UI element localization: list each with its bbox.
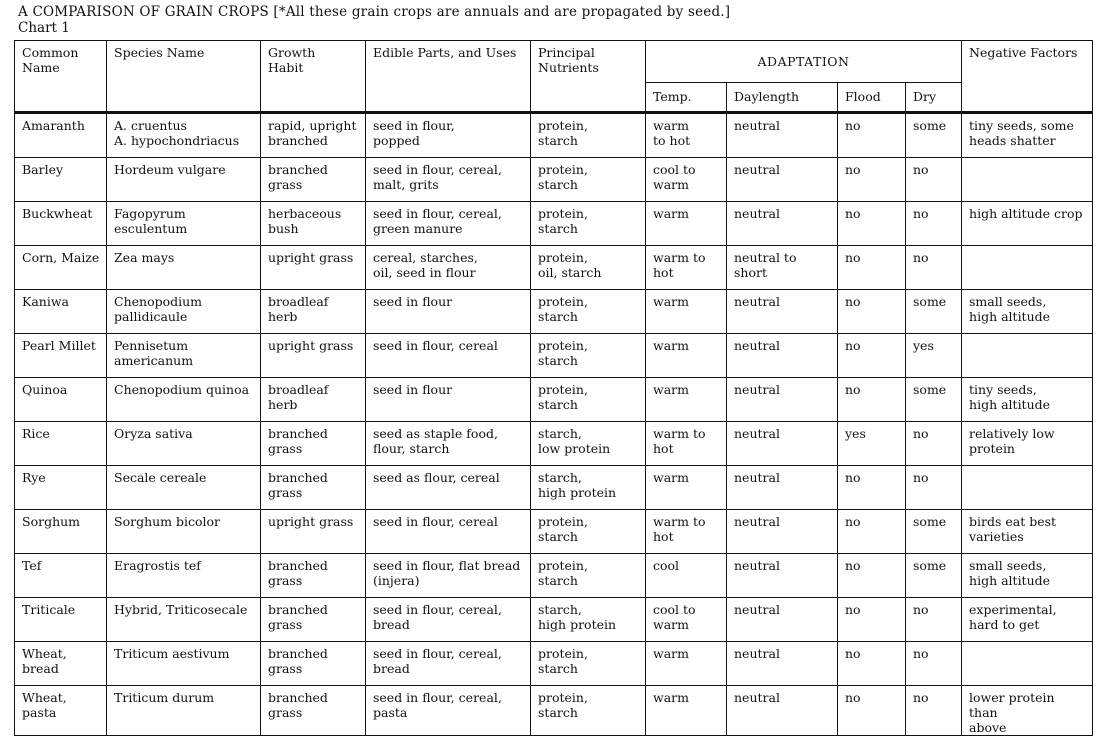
cell-edible-parts: seed as staple food, flour, starch	[366, 422, 531, 466]
cell-negative-factors: small seeds, high altitude	[962, 554, 1093, 598]
cell-temp: warm	[646, 466, 727, 510]
cell-dry: no	[906, 246, 962, 290]
cell-temp: warm	[646, 334, 727, 378]
cell-daylength: neutral	[727, 202, 838, 246]
cell-temp: cool to warm	[646, 598, 727, 642]
cell-edible-parts: seed in flour, flat bread (injera)	[366, 554, 531, 598]
table-row	[15, 422, 1093, 466]
cell-dry: no	[906, 422, 962, 466]
cell-flood: no	[838, 113, 906, 158]
cell-species-name: Fagopyrum esculentum	[107, 202, 261, 246]
cell-negative-factors: small seeds, high altitude	[962, 290, 1093, 334]
cell-temp: warm	[646, 642, 727, 686]
cell-principal-nutrients: protein, starch	[531, 642, 646, 686]
cell-dry: no	[906, 466, 962, 510]
cell-common-name: Corn, Maize	[15, 246, 107, 290]
cell-principal-nutrients: protein, oil, starch	[531, 246, 646, 290]
cell-flood: no	[838, 158, 906, 202]
cell-growth-habit: branched grass	[261, 686, 366, 736]
header-principal-nutrients: Principal Nutrients	[531, 41, 646, 113]
cell-flood: no	[838, 598, 906, 642]
cell-temp: warm	[646, 686, 727, 736]
table-row	[15, 378, 1093, 422]
cell-growth-habit: branched grass	[261, 466, 366, 510]
cell-common-name: Pearl Millet	[15, 334, 107, 378]
cell-edible-parts: seed in flour, cereal, malt, grits	[366, 158, 531, 202]
cell-flood: no	[838, 290, 906, 334]
header-edible-parts: Edible Parts, and Uses	[366, 41, 531, 113]
cell-common-name: Tef	[15, 554, 107, 598]
table-row	[15, 510, 1093, 554]
table-row	[15, 113, 1093, 158]
header-flood: Flood	[838, 83, 906, 113]
cell-growth-habit: herbaceous bush	[261, 202, 366, 246]
cell-daylength: neutral	[727, 113, 838, 158]
cell-daylength: neutral	[727, 686, 838, 736]
cell-growth-habit: branched grass	[261, 554, 366, 598]
cell-growth-habit: branched grass	[261, 158, 366, 202]
cell-principal-nutrients: protein, starch	[531, 290, 646, 334]
cell-temp: cool to warm	[646, 158, 727, 202]
header-species-name: Species Name	[107, 41, 261, 113]
cell-species-name: Secale cereale	[107, 466, 261, 510]
cell-principal-nutrients: protein, starch	[531, 202, 646, 246]
cell-species-name: Triticum aestivum	[107, 642, 261, 686]
cell-dry: no	[906, 202, 962, 246]
cell-dry: yes	[906, 334, 962, 378]
cell-flood: no	[838, 554, 906, 598]
cell-flood: no	[838, 202, 906, 246]
cell-common-name: Buckwheat	[15, 202, 107, 246]
cell-dry: some	[906, 510, 962, 554]
cell-growth-habit: branched grass	[261, 422, 366, 466]
cell-dry: some	[906, 113, 962, 158]
table-row	[15, 466, 1093, 510]
cell-common-name: Amaranth	[15, 113, 107, 158]
cell-edible-parts: seed in flour, popped	[366, 113, 531, 158]
cell-daylength: neutral	[727, 642, 838, 686]
header-common-name: Common Name	[15, 41, 107, 113]
header-daylength: Daylength	[727, 83, 838, 113]
cell-growth-habit: broadleaf herb	[261, 290, 366, 334]
cell-species-name: Chenopodium pallidicaule	[107, 290, 261, 334]
cell-flood: no	[838, 510, 906, 554]
cell-principal-nutrients: starch, high protein	[531, 466, 646, 510]
cell-species-name: Chenopodium quinoa	[107, 378, 261, 422]
table-row	[15, 158, 1093, 202]
cell-edible-parts: seed in flour, cereal	[366, 510, 531, 554]
cell-common-name: Wheat, pasta	[15, 686, 107, 736]
cell-daylength: neutral	[727, 422, 838, 466]
table-row	[15, 290, 1093, 334]
cell-principal-nutrients: protein, starch	[531, 510, 646, 554]
cell-negative-factors	[962, 334, 1093, 378]
cell-edible-parts: seed in flour, cereal	[366, 334, 531, 378]
cell-dry: some	[906, 554, 962, 598]
cell-daylength: neutral	[727, 510, 838, 554]
cell-negative-factors	[962, 158, 1093, 202]
cell-negative-factors	[962, 642, 1093, 686]
cell-dry: some	[906, 378, 962, 422]
cell-growth-habit: broadleaf herb	[261, 378, 366, 422]
cell-principal-nutrients: starch, high protein	[531, 598, 646, 642]
cell-flood: no	[838, 246, 906, 290]
cell-growth-habit: rapid, upright branched	[261, 113, 366, 158]
cell-negative-factors: lower protein than above	[962, 686, 1093, 736]
cell-principal-nutrients: protein, starch	[531, 334, 646, 378]
cell-edible-parts: seed in flour	[366, 378, 531, 422]
chart-subtitle: Chart 1	[18, 20, 70, 36]
table-row	[15, 642, 1093, 686]
cell-temp: warm to hot	[646, 246, 727, 290]
cell-common-name: Rye	[15, 466, 107, 510]
cell-flood: yes	[838, 422, 906, 466]
table-row	[15, 246, 1093, 290]
cell-species-name: Triticum durum	[107, 686, 261, 736]
cell-edible-parts: seed as flour, cereal	[366, 466, 531, 510]
header-adaptation: ADAPTATION	[646, 41, 962, 83]
header-dry: Dry	[906, 83, 962, 113]
cell-daylength: neutral	[727, 158, 838, 202]
table-header	[15, 41, 1093, 113]
page-title: A COMPARISON OF GRAIN CROPS [*All these grain crops are annuals and are propagated by seed.]	[18, 4, 731, 20]
cell-temp: cool	[646, 554, 727, 598]
cell-common-name: Sorghum	[15, 510, 107, 554]
cell-daylength: neutral	[727, 466, 838, 510]
cell-species-name: Zea mays	[107, 246, 261, 290]
cell-temp: warm	[646, 202, 727, 246]
cell-common-name: Quinoa	[15, 378, 107, 422]
cell-principal-nutrients: protein, starch	[531, 113, 646, 158]
cell-principal-nutrients: protein, starch	[531, 378, 646, 422]
cell-negative-factors: relatively low protein	[962, 422, 1093, 466]
cell-temp: warm to hot	[646, 113, 727, 158]
cell-edible-parts: seed in flour, cereal, bread	[366, 598, 531, 642]
table-row	[15, 686, 1093, 736]
table-body	[15, 113, 1093, 736]
header-growth-habit: Growth Habit	[261, 41, 366, 113]
cell-edible-parts: seed in flour	[366, 290, 531, 334]
cell-principal-nutrients: protein, starch	[531, 158, 646, 202]
cell-flood: no	[838, 686, 906, 736]
cell-growth-habit: upright grass	[261, 510, 366, 554]
cell-principal-nutrients: starch, low protein	[531, 422, 646, 466]
cell-species-name: Hordeum vulgare	[107, 158, 261, 202]
header-temp: Temp.	[646, 83, 727, 113]
table-row	[15, 202, 1093, 246]
cell-growth-habit: branched grass	[261, 642, 366, 686]
cell-edible-parts: cereal, starches, oil, seed in flour	[366, 246, 531, 290]
table-row	[15, 598, 1093, 642]
cell-principal-nutrients: protein, starch	[531, 554, 646, 598]
cell-negative-factors	[962, 246, 1093, 290]
cell-negative-factors	[962, 466, 1093, 510]
header-negative-factors: Negative Factors	[962, 41, 1093, 113]
cell-temp: warm	[646, 290, 727, 334]
cell-daylength: neutral	[727, 378, 838, 422]
cell-flood: no	[838, 378, 906, 422]
cell-edible-parts: seed in flour, cereal, bread	[366, 642, 531, 686]
cell-species-name: A. cruentus A. hypochondriacus	[107, 113, 261, 158]
cell-common-name: Kaniwa	[15, 290, 107, 334]
cell-species-name: Sorghum bicolor	[107, 510, 261, 554]
grain-crops-table	[14, 40, 1093, 736]
cell-common-name: Wheat, bread	[15, 642, 107, 686]
cell-common-name: Barley	[15, 158, 107, 202]
cell-species-name: Eragrostis tef	[107, 554, 261, 598]
cell-species-name: Pennisetum americanum	[107, 334, 261, 378]
cell-daylength: neutral to short	[727, 246, 838, 290]
cell-dry: no	[906, 598, 962, 642]
cell-flood: no	[838, 642, 906, 686]
cell-dry: no	[906, 158, 962, 202]
cell-growth-habit: upright grass	[261, 246, 366, 290]
cell-daylength: neutral	[727, 554, 838, 598]
cell-daylength: neutral	[727, 598, 838, 642]
cell-negative-factors: birds eat best varieties	[962, 510, 1093, 554]
table-row	[15, 334, 1093, 378]
cell-edible-parts: seed in flour, cereal, pasta	[366, 686, 531, 736]
cell-negative-factors: high altitude crop	[962, 202, 1093, 246]
cell-flood: no	[838, 334, 906, 378]
cell-dry: no	[906, 642, 962, 686]
cell-species-name: Hybrid, Triticosecale	[107, 598, 261, 642]
cell-daylength: neutral	[727, 334, 838, 378]
cell-principal-nutrients: protein, starch	[531, 686, 646, 736]
cell-temp: warm to hot	[646, 510, 727, 554]
cell-common-name: Triticale	[15, 598, 107, 642]
cell-growth-habit: upright grass	[261, 334, 366, 378]
cell-negative-factors: tiny seeds, some heads shatter	[962, 113, 1093, 158]
cell-dry: some	[906, 290, 962, 334]
cell-edible-parts: seed in flour, cereal, green manure	[366, 202, 531, 246]
cell-temp: warm to hot	[646, 422, 727, 466]
cell-dry: no	[906, 686, 962, 736]
cell-species-name: Oryza sativa	[107, 422, 261, 466]
cell-daylength: neutral	[727, 290, 838, 334]
cell-negative-factors: experimental, hard to get	[962, 598, 1093, 642]
table-row	[15, 554, 1093, 598]
cell-negative-factors: tiny seeds, high altitude	[962, 378, 1093, 422]
cell-flood: no	[838, 466, 906, 510]
cell-common-name: Rice	[15, 422, 107, 466]
cell-temp: warm	[646, 378, 727, 422]
cell-growth-habit: branched grass	[261, 598, 366, 642]
